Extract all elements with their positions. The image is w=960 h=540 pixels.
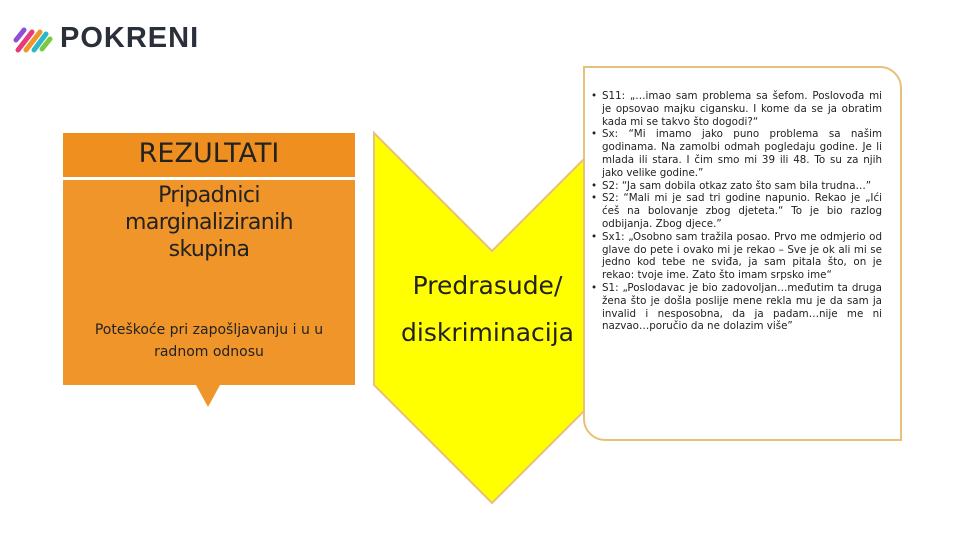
quote-text: Sx1: „Osobno sam tražila posao. Prvo me odmjerio od glave do pete i ovako mi je rekao – Sve je ok ali mi se jedno kod tebe ne sviđa, ja sam pitala što, on je rekao: tvoje ime. Zato što imam srpsko ime“ [602,230,882,282]
quote-text: S1: „Poslodavac je bio zadovoljan…međutim ta druga žena što je došla poslije mene rekla mu je da sam ja invalid i nesposobna, da ja padam…nije me ni nazvao…poručio da ne dolazim više” [602,281,882,333]
results-title: REZULTATI [138,138,280,169]
quote-text: Sx: “Mi imamo jako puno problema sa našim godinama. Na zamolbi odmah pogledaju godine. Je li mlada ili stara. I čim smo mi 39 ili 48. To su za njih jako velike godine.” [602,128,882,179]
list-item: • S11: „…imao sam problema sa šefom. Poslovođa mi je opsovao majku cigansku. I kome da se ja obratim kada mi se takvo što dogodi?“ [591,90,882,128]
prejudice-line1: Predrasude/ [412,271,563,300]
list-item: • Sx1: „Osobno sam tražila posao. Prvo me odmjerio od glave do pete i ovako mi je rekao – Sve je ok ali mi se jedno kod tebe ne sviđa, ja sam pitala što, on je rekao: tvoje ime. Zato što imam srpsko ime“ [591,230,882,282]
list-item: • S2: “Ja sam dobila otkaz zato što sam bila trudna…” [591,179,872,192]
quote-text: S11: „…imao sam problema sa šefom. Poslovođa mi je opsovao majku cigansku. I kome da se ja obratim kada mi se takvo što dogodi?“ [602,90,882,128]
list-item: • S1: „Poslodavac je bio zadovoljan…međutim ta druga žena što je došla poslije mene rekla mu je da sam ja invalid i nesposobna, da ja padam…nije me ni nazvao…poručio da ne dolazim više” [591,281,882,333]
quotes-list [591,90,882,333]
list-item: • Sx: “Mi imamo jako puno problema sa našim godinama. Na zamolbi odmah pogledaju godine. Je li mlada ili stara. I čim smo mi 39 ili 48. To su za njih jako velike godine.” [591,128,882,179]
list-item: • S2: “Mali mi je sad tri godine napunio. Rekao je „Ići ćeš na bolovanje zbog djeteta.“ To je bio razlog odbijanja. Zbog djece.” [591,192,882,230]
logo-text: POKRENI [60,21,200,54]
group-label: Pripadnici marginaliziranih skupina [125,183,293,262]
prejudice-label [385,262,590,356]
quote-text: S2: “Mali mi je sad tri godine napunio. Rekao je „Ići ćeš na bolovanje zbog djeteta.“ To je bio razlog odbijanja. Zbog djece.” [602,192,882,230]
prejudice-line2: diskriminacija [401,318,574,347]
quote-text: S2: “Ja sam dobila otkaz zato što sam bila trudna…” [602,179,872,192]
issues-label: Poteškoće pri zapošljavanju i u u radnom odnosu [94,322,324,360]
